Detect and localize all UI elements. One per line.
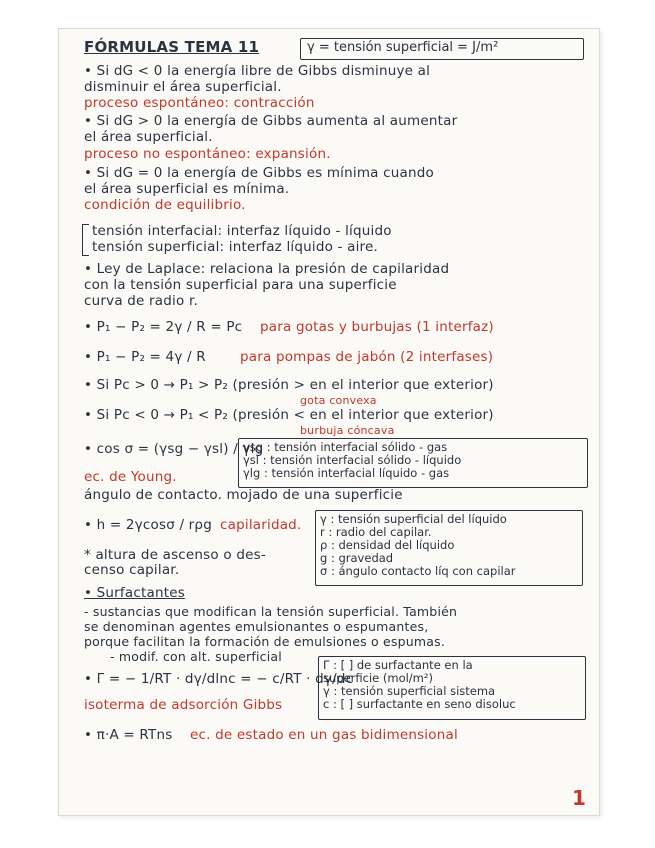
note-line: para pompas de jabón (2 interfases) [240,349,494,365]
note-line: con la tensión superficial para una superficie [84,277,397,293]
formula-capillarity: • h = 2γcosσ / rρg [84,517,212,533]
note-line: censo capilar. [84,562,180,578]
young-legend-box [238,438,588,488]
note-line: se denominan agentes emulsionantes o espumantes, [84,619,429,634]
note-line: • Si dG < 0 la energía libre de Gibbs disminuye al [84,63,431,79]
note-line: - modif. con alt. superficial [110,649,282,664]
formula-gibbs: • Γ = − 1/RT · dγ/dlnc = − c/RT · dγ/dc [84,671,354,687]
note-line: disminuir el área superficial. [84,79,282,95]
note-line: • Si dG = 0 la energía de Gibbs es mínima cuando [84,165,434,181]
box-line: c : [ ] surfactante en seno disoluc [323,697,516,711]
page-title: FÓRMULAS TEMA 11 [84,38,260,56]
note-line: condición de equilibrio. [84,197,246,213]
note-line: burbuja cóncava [300,424,395,437]
note-line: • Si dG > 0 la energía de Gibbs aumenta al aumentar [84,113,458,129]
box-line: superficie (mol/m²) [323,671,433,685]
note-line: para gotas y burbujas (1 interfaz) [260,319,494,335]
formula-2d-gas: • π·A = RTns [84,727,173,743]
note-line: tensión interfacial: interfaz líquido - líquido [92,223,392,239]
note-line: proceso no espontáneo: expansión. [84,146,331,162]
note-line: ec. de estado en un gas bidimensional [190,727,458,743]
box-line: ρ : densidad del líquido [320,538,455,552]
box-line: γ : tensión superficial del líquido [320,512,507,526]
note-line: el área superficial. [84,129,213,145]
gibbs-legend-box [318,656,586,720]
note-line: • Ley de Laplace: relaciona la presión de capilaridad [84,261,450,277]
box-line: σ : ángulo contacto líq con capilar [320,564,516,578]
capillary-legend-box [315,510,583,586]
page-number: 1 [572,786,586,810]
box-line: γsl : tensión interfacial sólido - líquido [243,453,462,467]
note-line: tensión superficial: interfaz líquido - aire. [92,239,378,255]
section-heading: • Surfactantes [84,585,185,601]
note-line: ángulo de contacto. mojado de una superficie [84,487,403,503]
note-line: • Si Pc > 0 → P₁ > P₂ (presión > en el interior que exterior) [84,377,494,393]
formula-young: • cos σ = (γsg − γsl) / γlg [84,441,264,457]
title-definition-box: γ = tensión superficial = J/m² [300,38,584,60]
box-line: γsg : tensión interfacial sólido - gas [243,440,448,454]
box-line: γlg : tensión interfacial líquido - gas [243,466,450,480]
note-line: * altura de ascenso o des- [84,547,266,563]
note-line: capilaridad. [220,517,302,533]
formula-laplace: • P₁ − P₂ = 2γ / R = Pc [84,319,243,335]
box-line: r : radio del capilar. [320,525,432,539]
note-line: porque facilitan la formación de emulsiones o espumas. [84,634,446,649]
note-line: proceso espontáneo: contracción [84,95,315,111]
note-line: ec. de Young. [84,469,177,485]
note-line: gota convexa [300,394,377,407]
note-line: el área superficial es mínima. [84,181,290,197]
note-line: - sustancias que modifican la tensión superficial. También [84,604,458,619]
box-line: Γ : [ ] de surfactante en la [323,658,473,672]
box-line: γ : tensión superficial sistema [323,684,496,698]
formula-pompas: • P₁ − P₂ = 4γ / R [84,349,206,365]
note-line: curva de radio r. [84,293,198,309]
note-line: isoterma de adsorción Gibbs [84,697,283,713]
brace-mark [82,224,89,256]
note-line: • Si Pc < 0 → P₁ < P₂ (presión < en el interior que exterior) [84,407,494,423]
box-line: g : gravedad [320,551,394,565]
